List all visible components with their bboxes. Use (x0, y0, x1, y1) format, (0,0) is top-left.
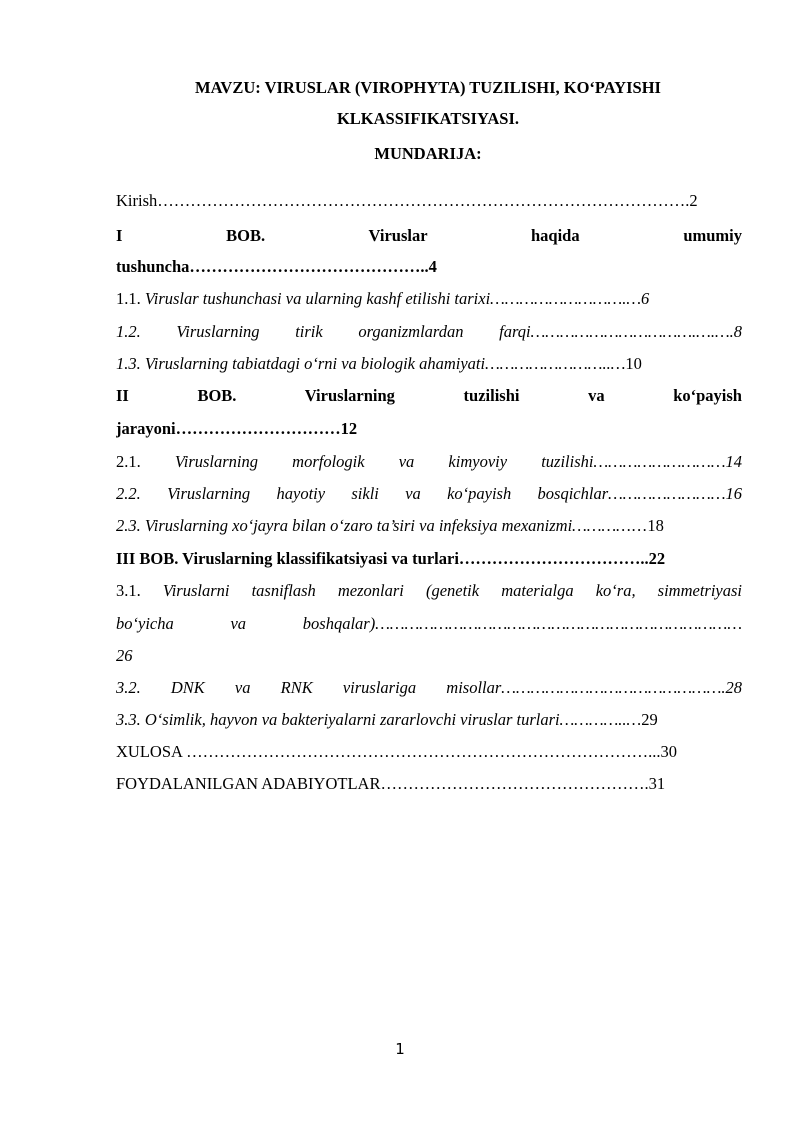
toc-entry-2-1 (116, 452, 742, 472)
document-title-line1: MAVZU: VIRUSLAR (VIROPHYTA) TUZILISHI, KO‘PAYISHI (195, 78, 661, 97)
toc-entry-bob1-line1: I BOB. Viruslar haqida umumiy (116, 226, 742, 245)
toc-entry-1-3-text: 1.3. Viruslarning tabiatdagi o‘rni va biologik ahamiyati……………………..… (116, 354, 626, 373)
toc-entry-3-1-text: Viruslarni tasniflash mezonlari (genetik materialga ko‘ra, simmetriyasi (162, 581, 742, 600)
toc-entry-1-1-number: 1.1. (116, 289, 141, 308)
toc-entry-1-3-page: 10 (625, 354, 642, 373)
toc-entry-3-1-page: 26 (116, 646, 133, 665)
toc-entry-foydalanilgan: FOYDALANILGAN ADABIYOTLAR………………………………………….31 (116, 774, 666, 793)
toc-entry-3-1-line2: bo‘yicha va boshqalar)………………………………………………………………… (116, 614, 742, 633)
toc-entry-3-3 (116, 710, 742, 730)
toc-entry-2-3 (116, 516, 742, 536)
toc-entry-2-3-page: …18 (630, 516, 664, 535)
toc-entry-1-3 (116, 354, 742, 374)
toc-entry-3-1-line1 (116, 581, 742, 601)
toc-entry-bob1-line2: tushuncha……………………………………..4 (116, 257, 437, 276)
toc-entry-bob2-line2: jarayoni…………………………12 (116, 419, 358, 438)
toc-entry-1-1-text: Viruslar tushunchasi va ularning kashf etilishi tarixi……………………….…6 (144, 289, 650, 308)
toc-entry-2-3-text: 2.3. Viruslarning xo‘jayra bilan o‘zaro ta’siri va infeksiya mexanizmi………… (116, 516, 631, 535)
contents-heading: MUNDARIJA: (374, 144, 482, 163)
toc-entry-bob2-line1: II BOB. Viruslarning tuzilishi va ko‘payish (116, 386, 742, 405)
toc-entry-bob3: III BOB. Viruslarning klassifikatsiyasi va turlari……………………………..22 (116, 549, 666, 568)
page-number: 1 (395, 1040, 405, 1058)
toc-entry-2-2: 2.2. Viruslarning hayotiy sikli va ko‘payish bosqichlar……………………16 (116, 484, 742, 503)
toc-entry-1-2: 1.2. Viruslarning tirik organizmlardan farqi…………………………….….….8 (116, 322, 742, 341)
toc-entry-kirish: Kirish…………………………………………………………………………………….2 (116, 191, 698, 210)
toc-entry-3-3-text: 3.3. O‘simlik, hayvon va bakteriyalarni zararlovchi viruslar turlari…………..… (116, 710, 642, 729)
document-title-line2: KLKASSIFIKATSIYASI. (336, 109, 520, 128)
toc-entry-xulosa: XULOSA …………………………………………………………………………...30 (116, 742, 678, 761)
toc-entry-3-3-page: 29 (641, 710, 658, 729)
toc-entry-3-1-number: 3.1. (116, 581, 141, 600)
toc-entry-2-1-text: Viruslarning morfologik va kimyoviy tuzilishi………………………14 (174, 452, 742, 471)
toc-entry-2-1-number: 2.1. (116, 452, 141, 471)
toc-entry-3-2: 3.2. DNK va RNK viruslariga misollar……………………………………….28 (116, 678, 742, 697)
toc-entry-1-1 (116, 289, 742, 309)
